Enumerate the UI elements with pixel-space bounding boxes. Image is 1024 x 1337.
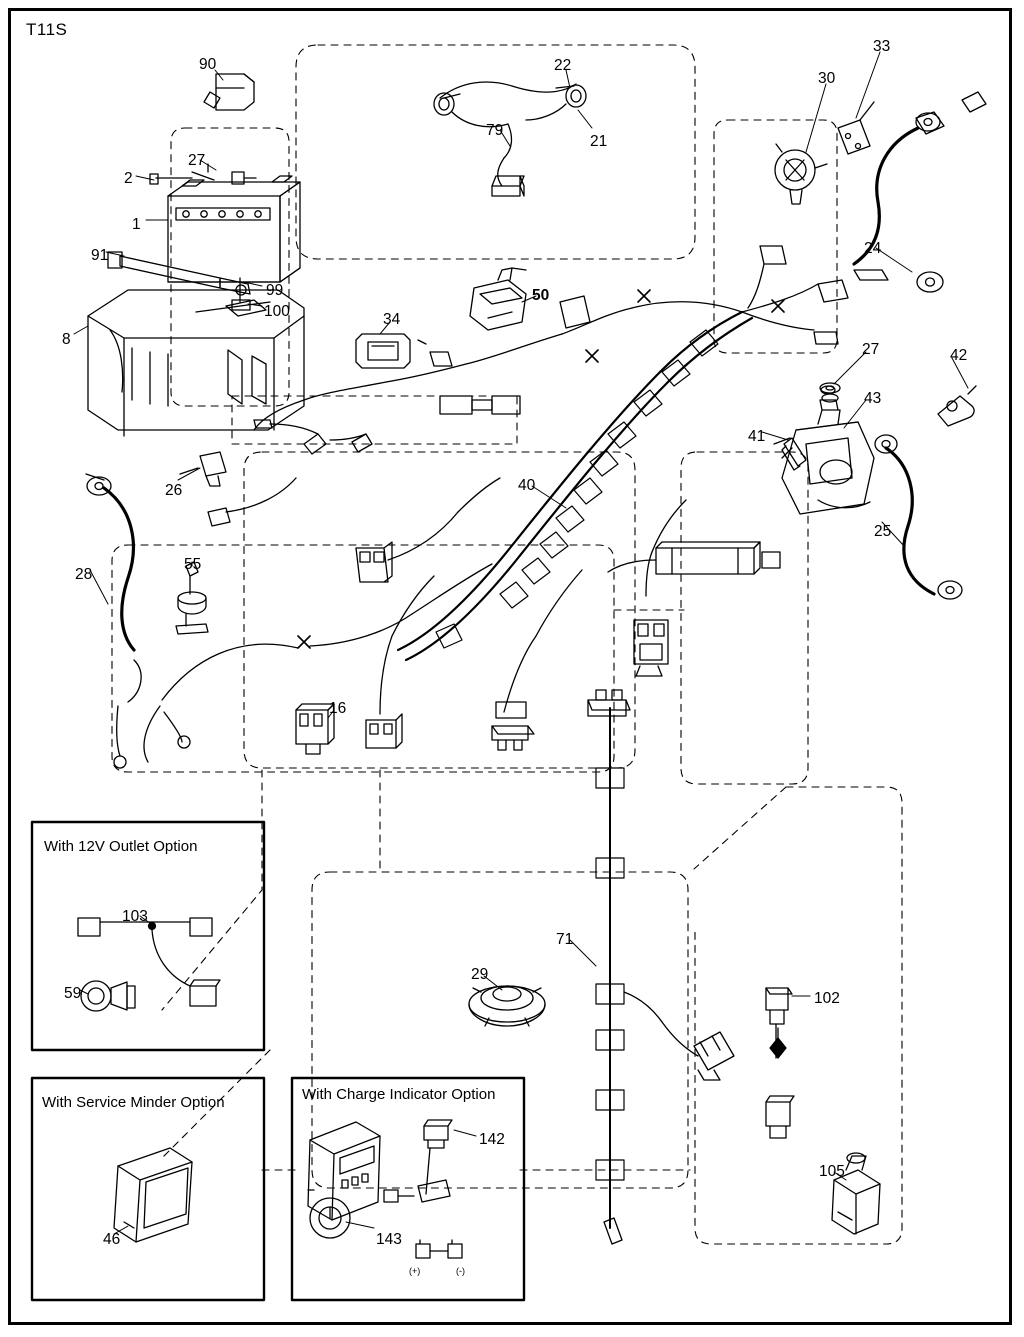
callout-16: 16 (329, 700, 347, 717)
callout-103: 103 (122, 908, 148, 925)
callout-59: 59 (64, 985, 82, 1002)
callout-41: 41 (748, 428, 766, 445)
callout-143: 143 (376, 1231, 402, 1248)
callout-42: 42 (950, 347, 968, 364)
callout-100: 100 (264, 303, 290, 320)
callout-105: 105 (819, 1163, 845, 1180)
callout-30: 30 (818, 70, 836, 87)
callout-102: 102 (814, 990, 840, 1007)
callout-34: 34 (383, 311, 401, 328)
callout-46: 46 (103, 1231, 121, 1248)
callout-27-top: 27 (188, 152, 206, 169)
callout-27-solenoid: 27 (862, 341, 880, 358)
callout-71: 71 (556, 931, 574, 948)
callout-24: 24 (864, 240, 882, 257)
callout-99: 99 (266, 282, 284, 299)
callout-28: 28 (75, 566, 93, 583)
page-code: T11S (26, 20, 68, 39)
callout-40: 40 (518, 477, 536, 494)
callout-1: 1 (132, 216, 141, 233)
callout-29: 29 (471, 966, 489, 983)
callout-91: 91 (91, 247, 109, 264)
callout-25: 25 (874, 523, 892, 540)
callout-21: 21 (590, 133, 608, 150)
callout-50: 50 (532, 287, 550, 304)
inset-title-service-minder-option: With Service Minder Option (42, 1094, 225, 1111)
polarity-negative-label: (-) (456, 1266, 465, 1276)
callout-26: 26 (165, 482, 183, 499)
callout-79: 79 (486, 122, 504, 139)
callout-33: 33 (873, 38, 891, 55)
inset-title-outlet-option: With 12V Outlet Option (44, 838, 198, 855)
polarity-positive-label: (+) (409, 1266, 421, 1276)
callout-2: 2 (124, 170, 133, 187)
callout-142: 142 (479, 1131, 505, 1148)
callout-8: 8 (62, 331, 71, 348)
callout-43: 43 (864, 390, 882, 407)
callout-90: 90 (199, 56, 217, 73)
inset-title-charge-indicator-option: With Charge Indicator Option (302, 1086, 496, 1103)
callout-55: 55 (184, 556, 202, 573)
callout-22: 22 (554, 57, 572, 74)
